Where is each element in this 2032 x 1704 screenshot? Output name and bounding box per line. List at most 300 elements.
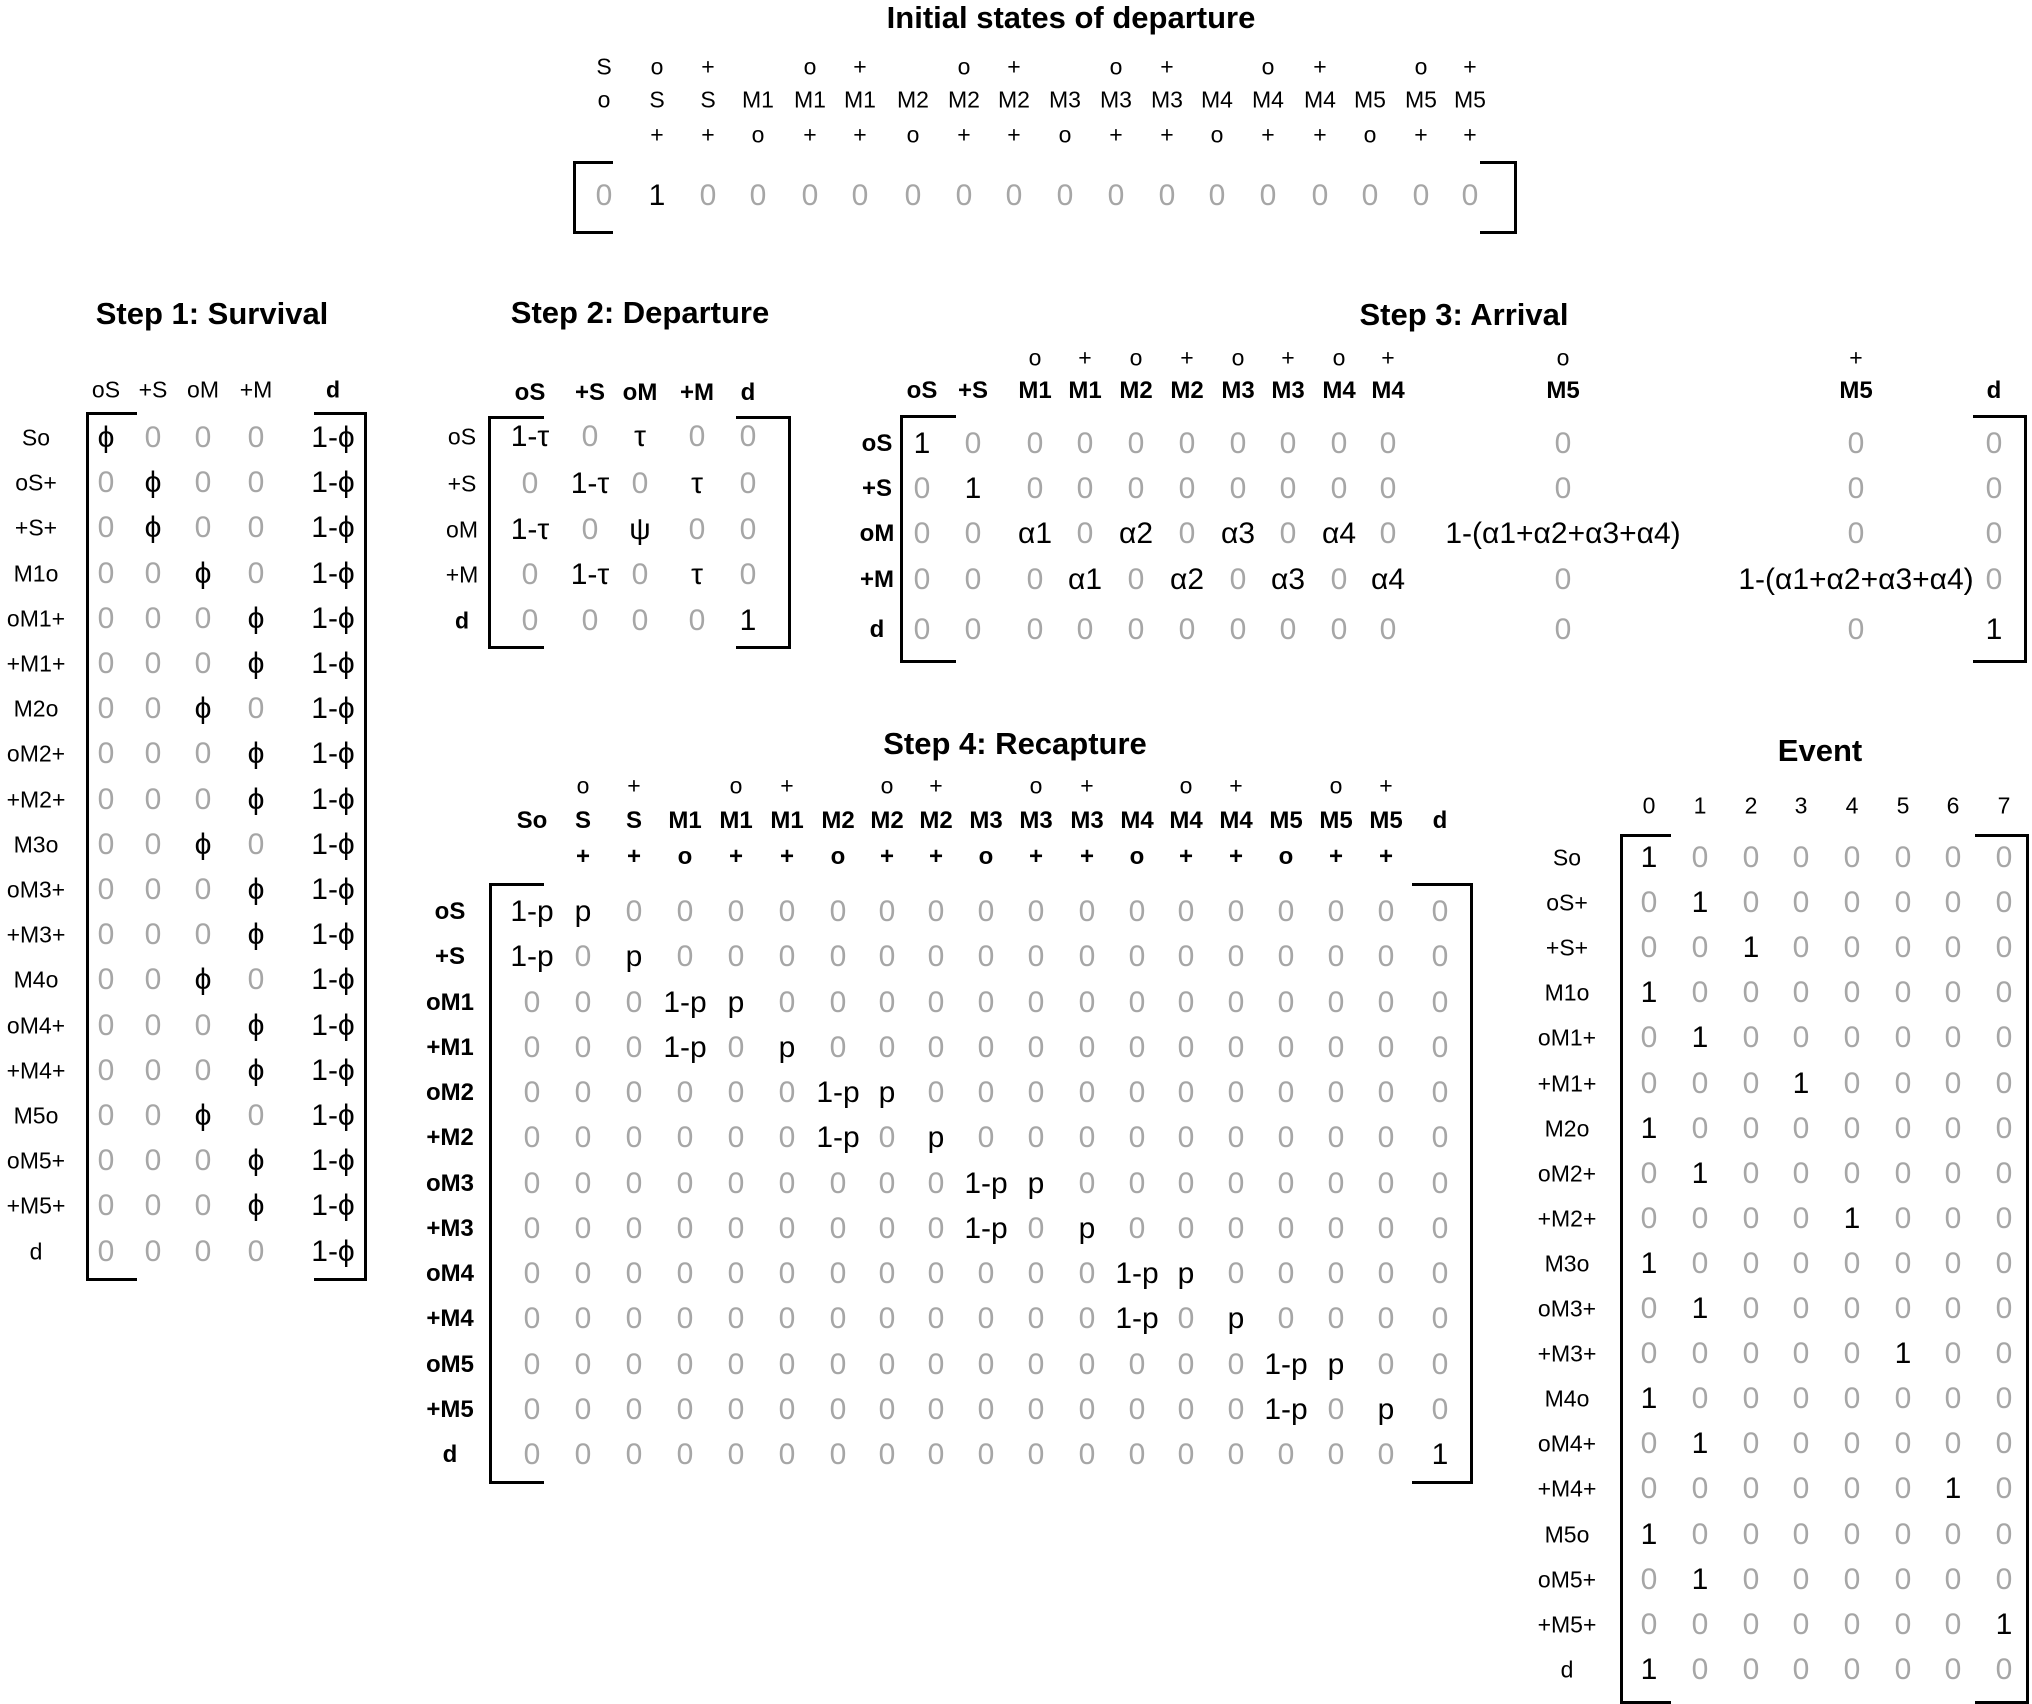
matrix-cell: 0 <box>1792 1246 1810 1280</box>
matrix-cell: 0 <box>676 1302 694 1336</box>
initial-state-header: o <box>1261 53 1275 80</box>
matrix-cell: 0 <box>194 511 212 545</box>
matrix-cell: 0 <box>1277 1257 1295 1290</box>
matrix-cell: 0 <box>97 692 115 726</box>
column-header: + <box>1229 772 1243 799</box>
matrix-cell: 0 <box>1640 1066 1658 1100</box>
column-header: M4 <box>1322 377 1356 404</box>
matrix-cell: 0 <box>778 1392 796 1426</box>
matrix-cell: 0 <box>927 985 945 1019</box>
column-header: o <box>978 843 994 870</box>
initial-state-header: M4 <box>1304 86 1336 113</box>
matrix-cell: 1-τ <box>570 467 610 500</box>
matrix-cell: α2 <box>1169 563 1205 596</box>
matrix-cell: 0 <box>1177 895 1195 928</box>
matrix-cell: 1-ϕ <box>311 918 355 952</box>
column-header: 2 <box>1744 792 1758 819</box>
matrix-cell: 0 <box>1177 1438 1195 1471</box>
matrix-cell: 0 <box>1691 931 1709 965</box>
initial-vector-cell: 0 <box>749 179 767 212</box>
matrix-cell: 0 <box>1277 1030 1295 1064</box>
matrix-cell: 0 <box>676 895 694 928</box>
left-bracket <box>573 161 613 234</box>
matrix-cell: α4 <box>1321 517 1357 550</box>
matrix-cell: α1 <box>1067 563 1103 596</box>
matrix-cell: 0 <box>878 1211 896 1245</box>
column-header: + <box>728 843 744 870</box>
column-header: +S <box>138 376 168 403</box>
matrix-cell: 0 <box>1177 940 1195 974</box>
matrix-cell: 0 <box>727 1030 745 1064</box>
matrix-cell: 1 <box>1691 1427 1709 1461</box>
matrix-cell: 0 <box>778 985 796 1019</box>
matrix-cell: 0 <box>778 1347 796 1381</box>
matrix-cell: 0 <box>1279 427 1297 460</box>
matrix-cell: 0 <box>1330 472 1348 505</box>
initial-state-header: + <box>853 53 867 80</box>
column-header: oS <box>906 377 938 404</box>
matrix-cell: 1-p <box>964 1166 1008 1200</box>
row-label: oM4 <box>426 1260 474 1287</box>
matrix-cell: 0 <box>977 1030 995 1064</box>
matrix-cell: 0 <box>1177 1076 1195 1109</box>
matrix-cell: 0 <box>97 737 115 771</box>
matrix-cell: 0 <box>829 940 847 974</box>
matrix-cell: 0 <box>878 1302 896 1336</box>
matrix-cell: 0 <box>523 1302 541 1336</box>
matrix-cell: 0 <box>1792 1337 1810 1371</box>
matrix-cell: 0 <box>927 1438 945 1471</box>
matrix-cell: 0 <box>1227 1076 1245 1109</box>
matrix-cell: 0 <box>1177 1166 1195 1200</box>
matrix-cell: 0 <box>1128 895 1146 928</box>
matrix-cell: 0 <box>1995 1021 2013 1055</box>
matrix-cell: 0 <box>1742 886 1760 920</box>
initial-state-header: M1 <box>844 86 876 113</box>
initial-state-header: + <box>1160 53 1174 80</box>
matrix-cell: p <box>1177 1257 1195 1290</box>
row-label: M5o <box>13 1102 59 1129</box>
matrix-cell: 0 <box>97 1053 115 1087</box>
matrix-cell: 0 <box>1027 1438 1045 1471</box>
matrix-cell: 0 <box>247 511 265 545</box>
matrix-cell: 0 <box>1227 1438 1245 1471</box>
column-header-sign: o <box>1556 344 1570 371</box>
matrix-cell: 0 <box>1078 1392 1096 1426</box>
matrix-cell: 1 <box>739 604 757 637</box>
matrix-cell: 1 <box>1894 1337 1912 1371</box>
matrix-cell: 0 <box>1026 613 1044 646</box>
matrix-cell: 0 <box>1894 1021 1912 1055</box>
matrix-cell: 0 <box>1431 1030 1449 1064</box>
matrix-cell: 1-p <box>816 1121 860 1155</box>
matrix-cell: 0 <box>1995 1156 2013 1190</box>
initial-state-header: + <box>701 53 715 80</box>
column-header: +S <box>957 377 989 404</box>
matrix-cell: 0 <box>1995 1652 2013 1686</box>
row-label: +M3+ <box>6 921 66 948</box>
matrix-cell: 0 <box>778 940 796 974</box>
matrix-cell: 0 <box>1078 1438 1096 1471</box>
step4-title: Step 4: Recapture <box>883 726 1147 761</box>
matrix-cell: 0 <box>97 1189 115 1223</box>
matrix-cell: 0 <box>1078 1347 1096 1381</box>
matrix-cell: 0 <box>1127 563 1145 596</box>
matrix-cell: 0 <box>1078 1121 1096 1155</box>
matrix-cell: 1-p <box>1264 1347 1308 1381</box>
row-label: oM5+ <box>1537 1566 1597 1593</box>
column-header: 7 <box>1997 792 2011 819</box>
matrix-cell: 1-(α1+α2+α3+α4) <box>1445 517 1681 550</box>
matrix-cell: 0 <box>144 782 162 816</box>
column-header-sign: + <box>1281 344 1295 371</box>
initial-state-header: + <box>853 121 867 148</box>
matrix-cell: 0 <box>1177 1121 1195 1155</box>
matrix-cell: τ <box>691 558 703 591</box>
matrix-cell: 0 <box>1277 1302 1295 1336</box>
matrix-cell: 0 <box>1178 427 1196 460</box>
matrix-cell: 0 <box>1431 1211 1449 1245</box>
matrix-cell: 1-ϕ <box>311 556 355 590</box>
matrix-cell: 0 <box>1431 1302 1449 1336</box>
matrix-cell: 0 <box>1792 976 1810 1010</box>
matrix-cell: 1 <box>1640 1382 1658 1416</box>
matrix-cell: 0 <box>688 420 706 453</box>
column-header: M1 <box>1018 377 1052 404</box>
matrix-cell: 0 <box>1691 1337 1709 1371</box>
row-label: +S <box>861 475 893 502</box>
initial-state-header: o <box>803 53 817 80</box>
matrix-cell: 0 <box>194 918 212 952</box>
row-label: oM5 <box>426 1350 474 1378</box>
matrix-cell: 0 <box>1944 1337 1962 1371</box>
matrix-cell: 1 <box>1691 1021 1709 1055</box>
matrix-cell: p <box>1377 1392 1395 1426</box>
matrix-cell: 0 <box>1944 1292 1962 1325</box>
matrix-cell: 0 <box>1995 1382 2013 1416</box>
matrix-cell: 0 <box>581 420 599 453</box>
row-label: oS+ <box>15 469 57 496</box>
matrix-cell: 0 <box>927 1392 945 1426</box>
matrix-cell: 0 <box>247 1099 265 1132</box>
matrix-cell: 0 <box>1742 841 1760 874</box>
column-header: M1 <box>770 807 804 834</box>
matrix-cell: p <box>878 1076 896 1109</box>
matrix-cell: 0 <box>1128 940 1146 974</box>
initial-state-header: M4 <box>1252 86 1284 113</box>
matrix-cell: 1-ϕ <box>311 511 355 545</box>
row-label: oM4+ <box>1537 1430 1597 1457</box>
column-header: M3 <box>1070 807 1104 834</box>
matrix-cell: 0 <box>523 1211 541 1245</box>
column-header: oM <box>622 379 658 406</box>
matrix-cell: 0 <box>977 1257 995 1290</box>
matrix-cell: ϕ <box>247 873 265 906</box>
initial-vector-cell: 0 <box>1412 179 1430 212</box>
matrix-cell: 0 <box>1985 563 2003 596</box>
matrix-cell: 0 <box>574 985 592 1019</box>
column-header: o <box>1029 772 1043 799</box>
column-header: o <box>729 772 743 799</box>
initial-state-header: o <box>751 121 765 148</box>
matrix-cell: 1-ϕ <box>311 1053 355 1087</box>
row-label: d <box>454 607 470 634</box>
matrix-cell: α4 <box>1370 563 1406 596</box>
row-label: M2o <box>1544 1115 1590 1142</box>
row-label: +M3 <box>426 1214 474 1242</box>
column-header: 5 <box>1896 792 1910 819</box>
matrix-cell: 0 <box>1431 1392 1449 1426</box>
matrix-cell: 0 <box>1229 472 1247 505</box>
column-header: 3 <box>1794 792 1808 819</box>
matrix-cell: 1-p <box>1264 1392 1308 1426</box>
matrix-cell: 0 <box>1177 1211 1195 1245</box>
matrix-cell: 0 <box>523 1257 541 1290</box>
matrix-cell: 0 <box>1792 1517 1810 1551</box>
row-label: d <box>1560 1656 1574 1683</box>
column-header: + <box>929 772 943 799</box>
matrix-cell: 0 <box>194 782 212 816</box>
matrix-cell: 0 <box>1127 472 1145 505</box>
matrix-cell: 0 <box>964 563 982 596</box>
matrix-cell: 0 <box>1027 895 1045 928</box>
matrix-cell: 0 <box>1027 1302 1045 1336</box>
matrix-cell: 0 <box>1894 1111 1912 1145</box>
matrix-cell: ϕ <box>247 918 265 952</box>
matrix-cell: 1 <box>1431 1438 1449 1471</box>
matrix-cell: 0 <box>1742 1607 1760 1641</box>
row-label: +M4 <box>426 1305 474 1333</box>
matrix-cell: 0 <box>878 1166 896 1200</box>
matrix-cell: τ <box>634 420 646 453</box>
matrix-cell: 0 <box>977 895 995 928</box>
matrix-cell: 0 <box>97 601 115 635</box>
matrix-cell: 0 <box>1227 1166 1245 1200</box>
matrix-cell: 0 <box>1894 976 1912 1010</box>
matrix-cell: 0 <box>977 940 995 974</box>
matrix-cell: 1-ϕ <box>311 827 355 861</box>
matrix-cell: 0 <box>1894 1201 1912 1235</box>
matrix-cell: 0 <box>1995 886 2013 920</box>
matrix-cell: 1-(α1+α2+α3+α4) <box>1738 563 1974 596</box>
matrix-cell: 0 <box>1078 1302 1096 1336</box>
matrix-cell: 0 <box>676 1076 694 1109</box>
matrix-cell: 0 <box>977 1121 995 1155</box>
matrix-cell: 0 <box>97 963 115 997</box>
matrix-cell: 0 <box>878 1347 896 1381</box>
matrix-cell: 0 <box>1792 1292 1810 1325</box>
matrix-cell: 0 <box>1027 985 1045 1019</box>
matrix-cell: 0 <box>1127 613 1145 646</box>
column-header: o <box>576 772 590 799</box>
matrix-cell: 0 <box>1554 472 1572 505</box>
matrix-cell: 0 <box>878 1121 896 1155</box>
initial-state-header: o <box>1414 53 1428 80</box>
matrix-cell: 0 <box>1691 841 1709 874</box>
matrix-cell: 0 <box>1076 613 1094 646</box>
matrix-cell: 0 <box>676 1121 694 1155</box>
matrix-cell: 0 <box>1128 1211 1146 1245</box>
row-label: oS+ <box>1546 889 1588 916</box>
initial-state-header: + <box>1313 53 1327 80</box>
matrix-cell: 0 <box>1985 472 2003 505</box>
matrix-cell: 0 <box>631 604 649 637</box>
matrix-cell: 0 <box>97 918 115 952</box>
matrix-cell: 0 <box>1076 517 1094 550</box>
matrix-cell: 0 <box>1894 1607 1912 1641</box>
matrix-cell: 0 <box>1843 1652 1861 1686</box>
matrix-cell: ϕ <box>247 647 265 680</box>
matrix-cell: 0 <box>1277 1076 1295 1109</box>
matrix-cell: 0 <box>1843 1517 1861 1551</box>
matrix-cell: ϕ <box>247 1053 265 1087</box>
matrix-cell: 0 <box>829 895 847 928</box>
matrix-cell: 0 <box>1944 1652 1962 1686</box>
matrix-cell: 0 <box>1691 1111 1709 1145</box>
column-header: d <box>325 376 341 403</box>
matrix-cell: 0 <box>1277 1121 1295 1155</box>
matrix-cell: 0 <box>194 466 212 500</box>
matrix-cell: p <box>625 940 643 974</box>
matrix-cell: 1-ϕ <box>311 1144 355 1178</box>
matrix-cell: 0 <box>1327 895 1345 928</box>
matrix-cell: 0 <box>1377 1166 1395 1200</box>
matrix-cell: 0 <box>1178 613 1196 646</box>
matrix-cell: 0 <box>574 1030 592 1064</box>
matrix-cell: 0 <box>1431 940 1449 974</box>
matrix-cell: 1 <box>1742 931 1760 965</box>
matrix-cell: 0 <box>1377 1438 1395 1471</box>
matrix-cell: 0 <box>778 1166 796 1200</box>
matrix-cell: 0 <box>1894 1382 1912 1416</box>
column-header: +M <box>679 379 715 406</box>
column-header: M4 <box>1169 807 1203 834</box>
matrix-cell: 0 <box>1128 1076 1146 1109</box>
matrix-cell: 0 <box>1177 1347 1195 1381</box>
column-header-sign: o <box>1332 344 1346 371</box>
matrix-cell: 0 <box>1847 613 1865 646</box>
right-bracket <box>1480 161 1517 234</box>
matrix-cell: 0 <box>1076 472 1094 505</box>
row-label: M2o <box>13 695 59 722</box>
column-header: o <box>1329 772 1343 799</box>
matrix-cell: 0 <box>927 940 945 974</box>
initial-vector-cell: 0 <box>1056 179 1074 212</box>
matrix-cell: 0 <box>878 985 896 1019</box>
matrix-cell: 0 <box>1128 1347 1146 1381</box>
matrix-cell: 0 <box>1640 1607 1658 1641</box>
matrix-cell: 0 <box>521 558 539 591</box>
matrix-cell: 0 <box>1229 427 1247 460</box>
column-header: + <box>626 843 642 870</box>
matrix-cell: 0 <box>1894 931 1912 965</box>
matrix-cell: 1 <box>1691 1562 1709 1596</box>
matrix-cell: 1-ϕ <box>311 1234 355 1268</box>
initial-state-header: + <box>957 121 971 148</box>
initial-vector-cell: 0 <box>1208 179 1226 212</box>
matrix-cell: 1 <box>1691 1156 1709 1190</box>
matrix-cell: 0 <box>1985 427 2003 460</box>
matrix-cell: 0 <box>1742 1021 1760 1055</box>
matrix-cell: 1 <box>913 427 931 460</box>
matrix-cell: ϕ <box>194 556 212 590</box>
matrix-cell: 0 <box>1894 1472 1912 1506</box>
right-bracket <box>736 416 791 649</box>
matrix-cell: 0 <box>1944 1607 1962 1641</box>
matrix-cell: 0 <box>829 985 847 1019</box>
matrix-cell: 0 <box>676 1347 694 1381</box>
matrix-cell: 0 <box>1227 1257 1245 1290</box>
matrix-cell: 1-p <box>663 985 707 1019</box>
column-header-sign: o <box>1231 344 1245 371</box>
matrix-cell: 0 <box>521 604 539 637</box>
matrix-cell: τ <box>691 467 703 500</box>
matrix-cell: ϕ <box>247 782 265 816</box>
column-header: + <box>1378 843 1394 870</box>
matrix-cell: 0 <box>1229 613 1247 646</box>
column-header: d <box>1432 807 1448 834</box>
column-header: +M <box>239 376 273 403</box>
matrix-cell: 0 <box>144 963 162 997</box>
matrix-cell: 1 <box>1691 886 1709 920</box>
initial-vector-cell: 0 <box>1158 179 1176 212</box>
matrix-cell: 0 <box>727 1392 745 1426</box>
matrix-cell: 0 <box>1078 895 1096 928</box>
matrix-cell: 0 <box>727 1166 745 1200</box>
matrix-cell: 0 <box>144 647 162 680</box>
matrix-cell: 0 <box>1944 931 1962 965</box>
matrix-cell: 0 <box>523 1121 541 1155</box>
row-label: oM1+ <box>6 605 66 632</box>
row-label: M4o <box>13 966 59 993</box>
matrix-cell: 0 <box>1327 1211 1345 1245</box>
matrix-cell: 0 <box>1177 1392 1195 1426</box>
column-header: o <box>880 772 894 799</box>
matrix-cell: 1-ϕ <box>311 692 355 726</box>
initial-state-header: + <box>701 121 715 148</box>
initial-vector-cell: 0 <box>1461 179 1479 212</box>
column-header-sign: + <box>1849 344 1863 371</box>
matrix-cell: 0 <box>1128 1438 1146 1471</box>
matrix-cell: 0 <box>97 782 115 816</box>
initial-state-header: M3 <box>1100 86 1132 113</box>
matrix-cell: p <box>574 895 592 928</box>
matrix-cell: 0 <box>1377 1302 1395 1336</box>
matrix-cell: 0 <box>1847 517 1865 550</box>
matrix-cell: 0 <box>1078 1076 1096 1109</box>
row-label: d <box>442 1441 458 1468</box>
matrix-cell: 0 <box>1327 985 1345 1019</box>
matrix-cell: α1 <box>1017 517 1053 550</box>
matrix-cell: 0 <box>1229 563 1247 596</box>
column-header: + <box>1079 843 1095 870</box>
matrix-cell: 0 <box>1792 1472 1810 1506</box>
column-header: + <box>1028 843 1044 870</box>
matrix-cell: 0 <box>1078 1030 1096 1064</box>
matrix-cell: 0 <box>1277 895 1295 928</box>
matrix-cell: 0 <box>1379 517 1397 550</box>
matrix-cell: 0 <box>778 1121 796 1155</box>
matrix-cell: 0 <box>625 1302 643 1336</box>
matrix-cell: 0 <box>1792 886 1810 920</box>
matrix-cell: 0 <box>1379 472 1397 505</box>
matrix-cell: 0 <box>676 1438 694 1471</box>
matrix-cell: 0 <box>1327 1392 1345 1426</box>
matrix-cell: ϕ <box>97 421 115 454</box>
row-label: oM4+ <box>6 1012 66 1039</box>
matrix-cell: 0 <box>625 1076 643 1109</box>
matrix-cell: ϕ <box>144 466 162 500</box>
